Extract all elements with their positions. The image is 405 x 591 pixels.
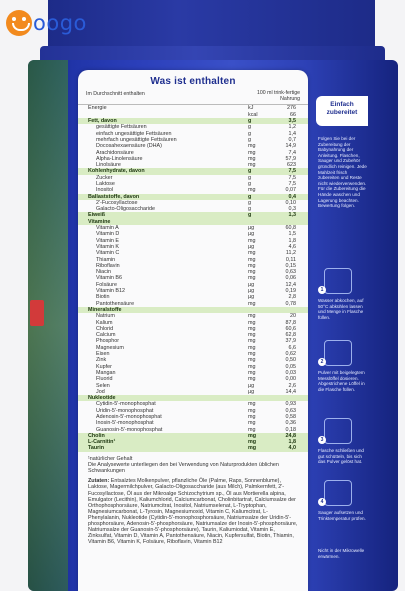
row-name: Kalium (96, 319, 113, 326)
row-unit: g (248, 181, 251, 187)
row-unit: mg (248, 413, 256, 420)
row-unit: g (248, 124, 251, 131)
row-name: Nukleotide (78, 395, 246, 401)
row-value: 1,3 (274, 212, 308, 218)
row-name: Eiweiß (78, 212, 246, 218)
row-unit: g (248, 130, 251, 137)
row-name: Vitamin K (96, 243, 119, 250)
row-value: 0,10 (285, 199, 296, 206)
row-unit: µg (248, 382, 255, 389)
row-unit: g (246, 118, 274, 124)
row-name: Vitamine (78, 219, 246, 225)
row-unit: mg (248, 357, 256, 364)
row-value: 0,15 (285, 262, 296, 269)
row-name: Chlorid (96, 325, 114, 332)
row-unit: mg (248, 313, 256, 320)
footnote-variance: Die Analysewerte unterliegen den bei Verwendung von Naturprodukten üblichen Schwankungen (88, 461, 279, 475)
row-name: Mangan (96, 369, 116, 376)
row-unit: µg (248, 288, 255, 295)
row-unit: µg (248, 231, 255, 238)
row-name: Arachidonsäure (96, 149, 134, 156)
row-unit: mg (248, 363, 256, 370)
step-3 (318, 437, 368, 465)
row-unit: g (248, 136, 251, 143)
row-value: 0,36 (285, 420, 296, 427)
row-name: Jod (96, 388, 105, 395)
row-name: Kohlenhydrate, davon (78, 168, 246, 174)
step-3-text: Flasche schließen und gut schütteln, bis sich das Pulver gelöst hat. (318, 448, 364, 464)
nutrition-label (78, 70, 308, 591)
row-name: Calcium (96, 332, 116, 339)
row-value: 0,58 (285, 413, 296, 420)
row-name: Inositol (96, 187, 114, 194)
row-name: Vitamin E (96, 237, 119, 244)
row-name: Vitamin A (96, 225, 119, 232)
row-value: 0,7 (288, 136, 296, 143)
row-unit: g (248, 174, 251, 181)
row-unit: mg (248, 300, 256, 307)
row-value: 0,78 (285, 300, 296, 307)
label-title: Was ist enthalten (150, 76, 236, 87)
preparation-title: Einfach zubereitet (316, 96, 368, 126)
row-name: Mineralstoffe (78, 307, 246, 313)
nutrition-table (78, 105, 308, 451)
row-unit: mg (248, 250, 256, 257)
row-value: 7,5 (274, 168, 308, 174)
watermark-logo (6, 10, 87, 36)
row-value: 0,3 (288, 206, 296, 213)
scoop-icon (324, 340, 352, 366)
row-name: Phosphor (96, 338, 120, 345)
row-name: Alpha-Linolensäure (96, 155, 143, 162)
row-value: 14,4 (285, 388, 296, 395)
row-value: 0,03 (285, 369, 296, 376)
row-unit: kJ (248, 105, 254, 112)
ingredients-label: Zutaten: (88, 478, 110, 485)
row-value: 0,50 (285, 357, 296, 364)
row-value: 24,8 (274, 433, 308, 439)
row-name: Galacto-Oligosaccharide (96, 206, 156, 213)
row-name: L-Carnitin¹ (78, 439, 246, 445)
row-name: Laktose (96, 181, 115, 187)
row-value: 1,5 (288, 231, 296, 238)
row-unit: mg (248, 338, 256, 345)
row-unit: g (246, 168, 274, 174)
row-value: 6,6 (288, 344, 296, 351)
row-unit: mg (248, 426, 256, 433)
row-value: 623 (287, 162, 296, 169)
bottle-icon (324, 418, 352, 444)
row-name: Niacin (96, 269, 111, 276)
row-value: 62,8 (285, 332, 296, 339)
row-name: Magnesium (96, 344, 124, 351)
row-name: gesättigte Fettsäuren (96, 124, 147, 131)
row-name: Inosin-5'-monophosphat (96, 420, 154, 427)
row-name: Ballaststoffe, davon (78, 194, 246, 200)
row-unit: g (246, 212, 274, 218)
row-unit: mg (248, 256, 256, 263)
row-unit: µg (248, 243, 255, 250)
row-name: einfach ungesättigte Fettsäuren (96, 130, 172, 137)
row-name: Zucker (96, 174, 113, 181)
header-right: 100 ml trink-fertige Nahrung (257, 90, 300, 102)
logo-text: oogo (33, 11, 87, 35)
thermometer-icon (324, 480, 352, 506)
step-4-number: 4 (318, 498, 326, 506)
row-name: Adenosin-5'-monophosphat (96, 413, 162, 420)
row-value: 0,63 (285, 407, 296, 414)
row-value: 1,2 (288, 124, 296, 131)
row-value: 0,06 (285, 275, 296, 282)
can-red-strip (30, 300, 44, 326)
row-value: 1,8 (274, 439, 308, 445)
row-unit: mg (248, 325, 256, 332)
row-unit: µg (248, 225, 255, 232)
row-value: 0,63 (285, 269, 296, 276)
row-value: 37,9 (285, 338, 296, 345)
row-unit: mg (248, 319, 256, 326)
preparation-panel (310, 88, 370, 591)
row-name: Selen (96, 382, 110, 389)
row-value: 0,19 (285, 288, 296, 295)
row-unit: g (246, 194, 274, 200)
row-value: 0,11 (285, 256, 296, 263)
row-value: 7,5 (288, 181, 296, 187)
row-unit: mg (246, 433, 274, 439)
row-name: Eisen (96, 351, 110, 358)
step-2-text: Pulver mit beigelegtem Messlöffel dosieren. Abgestrichene Löffel in die Flasche füllen. (318, 370, 365, 392)
row-name: Fett, davon (78, 118, 246, 124)
row-unit: mg (248, 275, 256, 282)
row-value: 0,18 (285, 426, 296, 433)
row-value: 4,0 (274, 445, 308, 451)
table-header (78, 91, 308, 105)
header-left: Im Durchschnitt enthalten (86, 91, 145, 97)
row-value: 4,6 (288, 243, 296, 250)
row-unit: g (248, 206, 251, 213)
row-value: 66 (290, 111, 296, 118)
row-name: Cytidin-5'-monophosphat (96, 401, 156, 408)
row-value: 0,62 (285, 351, 296, 358)
row-value: 60,6 (285, 325, 296, 332)
row-value: 3,5 (274, 118, 308, 124)
row-name: Fluorid (96, 376, 113, 383)
step-1 (318, 287, 368, 320)
row-name: Vitamin C (96, 250, 120, 257)
row-value: 2,8 (288, 294, 296, 301)
row-value: 0,00 (285, 376, 296, 383)
row-value: 7,5 (288, 174, 296, 181)
row-unit: mg (248, 155, 256, 162)
row-unit: mg (248, 420, 256, 427)
row-name: Energie (88, 105, 107, 112)
step-5-text: Nicht in der Mikrowelle erwärmen. (318, 548, 365, 559)
step-1-text: Wasser abkochen, auf 50°C abkühlen lassen und Menge in Flasche füllen. (318, 298, 364, 320)
step-2-number: 2 (318, 358, 326, 366)
row-value: 7,4 (288, 149, 296, 156)
row-value: 14,9 (285, 143, 296, 150)
row-value: 57,9 (285, 155, 296, 162)
row-value: 276 (287, 105, 296, 112)
step-2 (318, 359, 368, 392)
row-unit: mg (248, 162, 256, 169)
row-unit: mg (248, 344, 256, 351)
row-name: Docosahexaensäure (DHA) (96, 143, 162, 150)
row-name: Natrium (96, 313, 115, 320)
row-value: 12,4 (285, 281, 296, 288)
ingredients-text: Entsalztes Molkenpulver, pflanzliche Öle (Palme, Raps, Sonnenblume), Laktose, Magermilchpulver, Galacto-Oligosaccharide (aus Milch), Palmkernfett, 2'-Fucosyllactose, Öl aus der Mikroalge Schizochytrium sp., Öl aus Mortierella alpina, Emulgator (Lecithin), Kaliumchlorid, Calciumcarbonat, Cholinbitartrat, Calciumsalze der Orthophosphorsäure, Natriumcitrat, Inositol, Natriumselenat, L-Tryptophan, Magnesiumcarbonat, L-Tyrosin, Magnesiumoxid, Vitamin C, Kaliumcitrat, L-Phenylalanin, Nukleotide (Cytidin-5'-monophosphorsäure, Natriumsalze der Uridin-5'-phosphorsäure, Adenosin-5'-phosphorsäure, Natriumsalze der Inosin-5'-phosphorsäure, Natriumsalze der Guanosin-5'-phosphorsäure), Taurin, Kaliumiodat, Vitamin E, Zinksulfat, Vitamin D, Vitamin A, Pantothensäure, Niacin, Kupfersulfat, Biotin, Thiamin, Vitamin B6, Vitamin K, Folsäure, Riboflavin, Vitamin B12 (88, 478, 298, 546)
row-value: 60,8 (285, 225, 296, 232)
can-lid (48, 0, 375, 52)
row-unit: mg (248, 376, 256, 383)
row-unit: mg (248, 369, 256, 376)
step-1-number: 1 (318, 286, 326, 294)
step-4-text: Sauger aufsetzen und Trinktemperatur prüfen. (318, 510, 366, 521)
preparation-intro: Folgen Sie bei der Zubereitung der Babynahrung der Anleitung. Flaschen, Sauger und Zubehör gründlich reinigen. Jede Mahlzeit frisch zubereiten und Reste nicht wiederverwenden. Für die Zubereitung die Hände waschen und Lagerung beachten. Bewertung folgen. (318, 136, 367, 209)
step-3-number: 3 (318, 436, 326, 444)
row-name: Cholin (78, 433, 246, 439)
row-name: Vitamin B12 (96, 288, 125, 295)
row-name: Folsäure (96, 281, 117, 288)
smiley-logo-icon (6, 10, 32, 36)
row-value: 1,8 (288, 237, 296, 244)
row-name: Riboflavin (96, 262, 120, 269)
row-name: Taurin (78, 445, 246, 451)
footnotes (78, 452, 308, 475)
row-value: 87,8 (285, 319, 296, 326)
row-unit: mg (248, 237, 256, 244)
row-unit: mg (248, 262, 256, 269)
row-name: Guanosin-5'-monophosphat (96, 426, 163, 433)
row-unit: µg (248, 281, 255, 288)
row-name: Linolsäure (96, 162, 121, 169)
row-name: Vitamin B6 (96, 275, 122, 282)
row-value: 1,4 (288, 130, 296, 137)
row-value: 20 (290, 313, 296, 320)
row-unit: mg (248, 401, 256, 408)
row-name: Biotin (96, 294, 110, 301)
row-value: 0,93 (285, 401, 296, 408)
row-unit: µg (248, 388, 255, 395)
row-unit: mg (248, 143, 256, 150)
row-unit: kcal (248, 111, 258, 118)
row-value: 11,2 (285, 250, 296, 257)
step-5 (318, 548, 368, 559)
row-name: Vitamin D (96, 231, 120, 238)
step-4 (318, 499, 368, 521)
ingredients (78, 474, 308, 549)
kettle-icon (324, 268, 352, 294)
row-value: 0,05 (285, 363, 296, 370)
row-name: Uridin-5'-monophosphat (96, 407, 154, 414)
row-name: Kupfer (96, 363, 112, 370)
row-unit: mg (248, 149, 256, 156)
row-unit: g (248, 199, 251, 206)
row-name: Thiamin (96, 256, 116, 263)
row-unit: mg (248, 351, 256, 358)
row-value: 0,07 (285, 187, 296, 194)
row-unit: mg (246, 445, 274, 451)
row-unit: mg (248, 269, 256, 276)
row-unit: mg (246, 439, 274, 445)
row-unit: mg (248, 187, 256, 194)
row-value: 2,6 (288, 382, 296, 389)
row-name: mehrfach ungesättigte Fettsäuren (96, 136, 177, 143)
row-unit: mg (248, 407, 256, 414)
row-name: 2'-Fucosyllactose (96, 199, 138, 206)
row-name: Zink (96, 357, 107, 364)
row-unit: µg (248, 294, 255, 301)
footnote-natural: ¹natürlicher Gehalt (88, 455, 133, 462)
row-name: Pantothensäure (96, 300, 135, 307)
row-unit: mg (248, 332, 256, 339)
row-value: 0,4 (274, 194, 308, 200)
